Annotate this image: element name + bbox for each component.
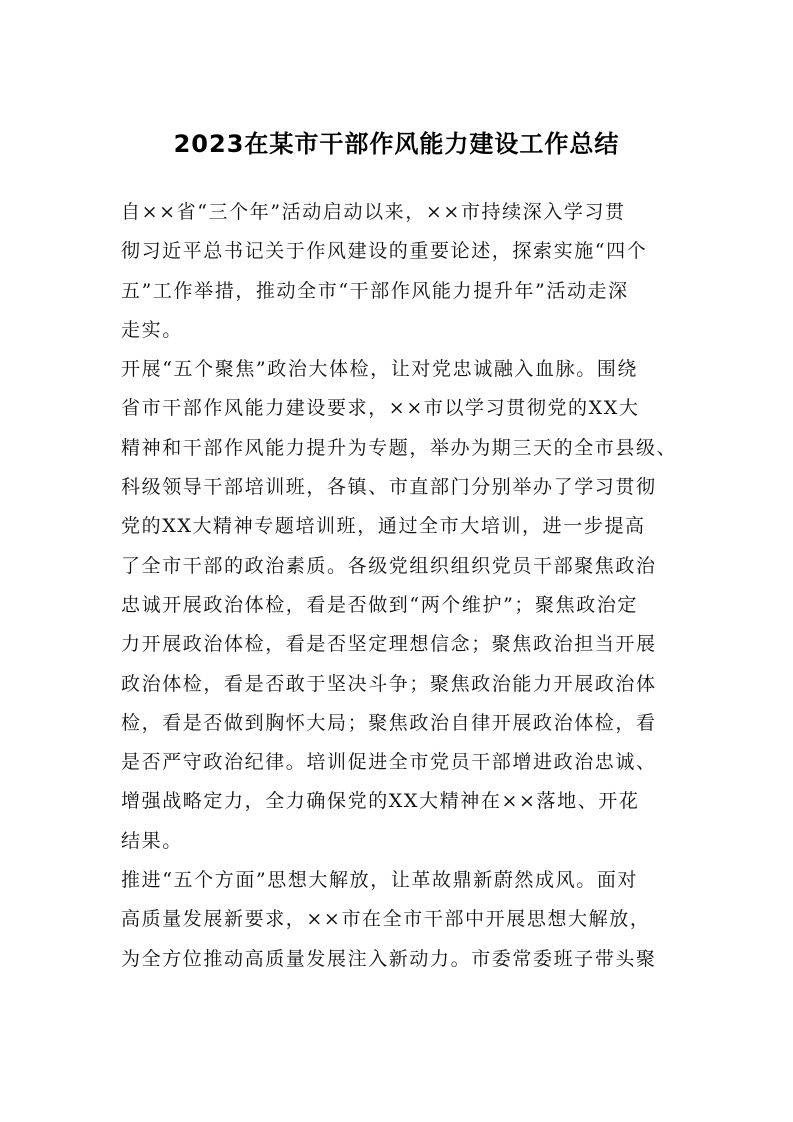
body-line: 彻习近平总书记关于作风建设的重要论述，探索实施“四个 (121, 240, 648, 263)
body-line: 五”工作举措，推动全市“干部作风能力提升年”活动走深 (121, 279, 629, 302)
body-line: 结果。 (121, 829, 183, 852)
body-line: 党的XX大精神专题培训班，通过全市大培训，进一步提高 (121, 515, 646, 538)
body-line: 科级领导干部培训班，各镇、市直部门分别举办了学习贯彻 (121, 476, 657, 499)
body-line: 为全方位推动高质量发展注入新动力。市委常委班子带头聚 (121, 947, 657, 970)
body-line: 自××省“三个年”活动启动以来，××市持续深入学习贯 (121, 201, 626, 223)
body-line: 检，看是否做到胸怀大局；聚焦政治自律开展政治体检，看 (121, 711, 657, 734)
body-line: 精神和干部作风能力提升为专题，举办为期三天的全市县级、 (121, 436, 678, 459)
body-line: 力开展政治体检，看是否坚定理想信念；聚焦政治担当开展 (121, 633, 657, 656)
body-line: 忠诚开展政治体检，看是否做到“两个维护”；聚焦政治定 (121, 593, 639, 616)
body-line: 了全市干部的政治素质。各级党组织组织党员干部聚焦政治 (121, 554, 657, 577)
body-line: 推进“五个方面”思想大解放，让革故鼎新蔚然成风。面对 (121, 869, 639, 892)
body-line: 开展“五个聚焦”政治大体检，让对党忠诚融入血脉。围绕 (121, 358, 639, 381)
body-line: 走实。 (121, 318, 183, 341)
body-line: 政治体检，看是否敢于坚决斗争；聚焦政治能力开展政治体 (121, 672, 657, 695)
body-line: 是否严守政治纪律。培训促进全市党员干部增进政治忠诚、 (121, 751, 657, 774)
body-line: 省市干部作风能力建设要求，××市以学习贯彻党的XX大 (121, 397, 640, 420)
document-body (121, 193, 681, 979)
document-title: 2023在某市干部作风能力建设工作总结 (173, 130, 620, 158)
body-line: 增强战略定力，全力确保党的XX大精神在××落地、开花 (121, 790, 640, 813)
body-line: 高质量发展新要求，××市在全市干部中开展思想大解放， (121, 908, 651, 931)
